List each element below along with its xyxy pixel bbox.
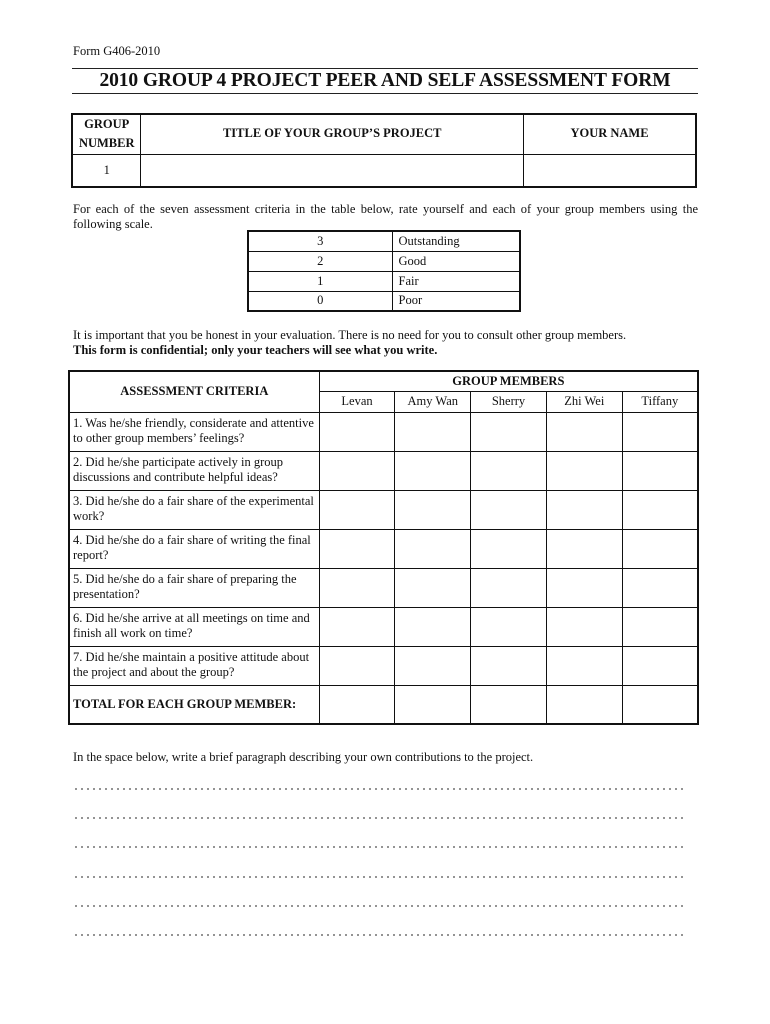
- total-label: TOTAL FOR EACH GROUP MEMBER:: [69, 685, 319, 724]
- intro-text: For each of the seven assessment criteria in the table below, rate yourself and each of your group members using the following scale.: [73, 202, 698, 231]
- project-title-header: TITLE OF YOUR GROUP’S PROJECT: [141, 114, 524, 154]
- rating-cell[interactable]: [546, 646, 622, 685]
- rating-scale-table: [247, 230, 521, 312]
- rating-cell[interactable]: [395, 529, 471, 568]
- assessment-table: [68, 370, 699, 725]
- members-header: GROUP MEMBERS: [319, 371, 698, 391]
- rating-cell[interactable]: [622, 646, 698, 685]
- criterion-text: 2. Did he/she participate actively in group discussions and contribute helpful ideas?: [69, 451, 319, 490]
- total-cell[interactable]: [546, 685, 622, 724]
- writing-line[interactable]: [73, 846, 685, 848]
- total-row: [69, 685, 698, 724]
- criterion-text: 7. Did he/she maintain a positive attitude about the project and about the group?: [69, 646, 319, 685]
- writing-line[interactable]: [73, 876, 685, 878]
- rating-cell[interactable]: [622, 607, 698, 646]
- scale-label: Good: [392, 251, 520, 271]
- writing-line[interactable]: [73, 905, 685, 907]
- group-number-header: [72, 114, 141, 154]
- rating-cell[interactable]: [319, 490, 395, 529]
- scale-row: [248, 231, 520, 251]
- group-number-label-line1: GROUP: [84, 117, 130, 132]
- criterion-text: 4. Did he/she do a fair share of writing the final report?: [69, 529, 319, 568]
- rating-cell[interactable]: [319, 607, 395, 646]
- scale-row: [248, 271, 520, 291]
- honesty-paragraph: [73, 328, 698, 358]
- rating-cell[interactable]: [622, 451, 698, 490]
- rating-cell[interactable]: [395, 607, 471, 646]
- scale-label: Poor: [392, 291, 520, 311]
- contribution-prompt: In the space below, write a brief paragraph describing your own contributions to the project.: [73, 750, 534, 764]
- scale-row: [248, 291, 520, 311]
- criteria-row: [69, 646, 698, 685]
- writing-line[interactable]: [73, 788, 685, 790]
- scale-value: 0: [248, 291, 392, 311]
- scale-row: [248, 251, 520, 271]
- confidential-text: This form is confidential; only your teachers will see what you write.: [73, 343, 438, 357]
- writing-line[interactable]: [73, 934, 685, 936]
- criteria-row: [69, 490, 698, 529]
- form-code: Form G406-2010: [73, 44, 161, 58]
- your-name-header: YOUR NAME: [524, 114, 696, 154]
- writing-line[interactable]: [73, 817, 685, 819]
- group-info-table: [71, 113, 697, 188]
- rating-cell[interactable]: [319, 568, 395, 607]
- rating-cell[interactable]: [546, 490, 622, 529]
- total-cell[interactable]: [319, 685, 395, 724]
- criteria-row: [69, 451, 698, 490]
- criterion-text: 3. Did he/she do a fair share of the experimental work?: [69, 490, 319, 529]
- rating-cell[interactable]: [546, 568, 622, 607]
- project-title-field[interactable]: [141, 154, 524, 187]
- group-number-label-line2: NUMBER: [78, 136, 135, 151]
- criteria-row: [69, 568, 698, 607]
- criterion-text: 6. Did he/she arrive at all meetings on time and finish all work on time?: [69, 607, 319, 646]
- rating-cell[interactable]: [546, 412, 622, 451]
- rating-cell[interactable]: [395, 568, 471, 607]
- rating-cell[interactable]: [471, 412, 547, 451]
- honesty-text: It is important that you be honest in your evaluation. There is no need for you to consult other group members.: [73, 328, 627, 342]
- rating-cell[interactable]: [471, 529, 547, 568]
- group-number-value: 1: [72, 154, 141, 187]
- member-name: Sherry: [471, 391, 547, 412]
- criteria-header: ASSESSMENT CRITERIA: [69, 371, 319, 412]
- rating-cell[interactable]: [395, 646, 471, 685]
- rating-cell[interactable]: [471, 646, 547, 685]
- rating-cell[interactable]: [546, 451, 622, 490]
- criterion-text: 1. Was he/she friendly, considerate and attentive to other group members’ feelings?: [69, 412, 319, 451]
- rating-cell[interactable]: [395, 490, 471, 529]
- criteria-row: [69, 529, 698, 568]
- rating-cell[interactable]: [319, 412, 395, 451]
- rating-cell[interactable]: [471, 490, 547, 529]
- member-name: Tiffany: [622, 391, 698, 412]
- criterion-text: 5. Did he/she do a fair share of preparing the presentation?: [69, 568, 319, 607]
- scale-value: 2: [248, 251, 392, 271]
- rating-cell[interactable]: [546, 607, 622, 646]
- your-name-field[interactable]: [524, 154, 696, 187]
- scale-label: Outstanding: [392, 231, 520, 251]
- criteria-row: [69, 412, 698, 451]
- rating-cell[interactable]: [319, 646, 395, 685]
- rating-cell[interactable]: [622, 529, 698, 568]
- title-rule-bottom: [72, 93, 698, 94]
- total-cell[interactable]: [395, 685, 471, 724]
- total-cell[interactable]: [471, 685, 547, 724]
- member-name: Zhi Wei: [546, 391, 622, 412]
- rating-cell[interactable]: [622, 568, 698, 607]
- rating-cell[interactable]: [319, 529, 395, 568]
- rating-cell[interactable]: [622, 412, 698, 451]
- document-title: 2010 GROUP 4 PROJECT PEER AND SELF ASSESSMENT FORM: [99, 70, 671, 91]
- rating-cell[interactable]: [471, 607, 547, 646]
- rating-cell[interactable]: [395, 451, 471, 490]
- member-name: Amy Wan: [395, 391, 471, 412]
- scale-label: Fair: [392, 271, 520, 291]
- scale-value: 1: [248, 271, 392, 291]
- rating-cell[interactable]: [546, 529, 622, 568]
- rating-cell[interactable]: [395, 412, 471, 451]
- criteria-row: [69, 607, 698, 646]
- rating-cell[interactable]: [319, 451, 395, 490]
- member-name: Levan: [319, 391, 395, 412]
- scale-value: 3: [248, 231, 392, 251]
- rating-cell[interactable]: [622, 490, 698, 529]
- rating-cell[interactable]: [471, 451, 547, 490]
- total-cell[interactable]: [622, 685, 698, 724]
- rating-cell[interactable]: [471, 568, 547, 607]
